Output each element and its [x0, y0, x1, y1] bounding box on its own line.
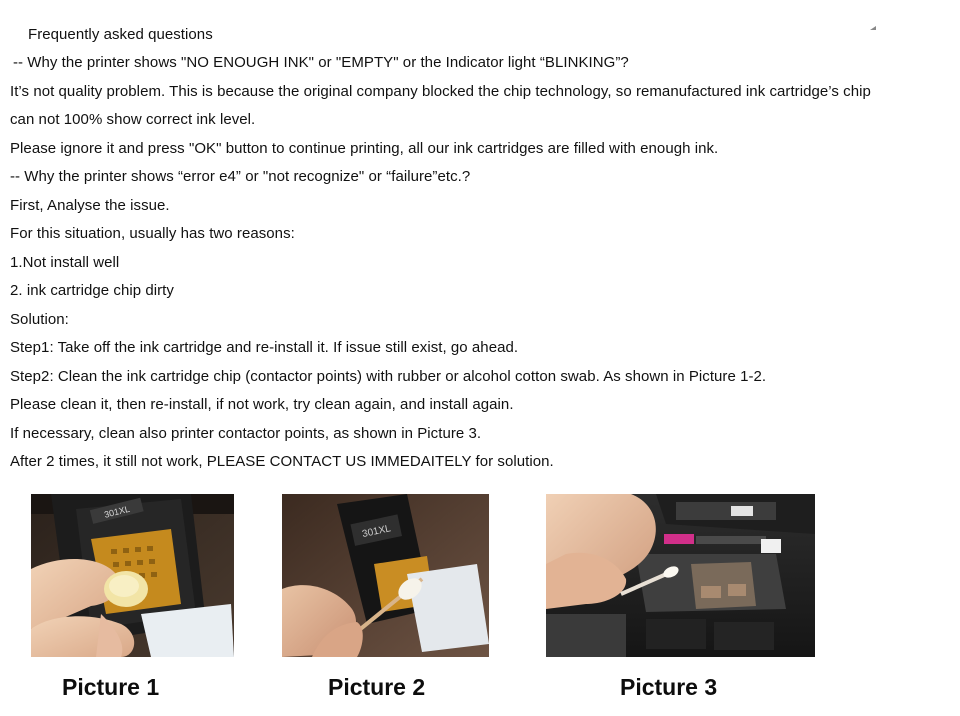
question-2: -- Why the printer shows “error e4” or "not recognize" or “failure”etc.? [10, 168, 471, 185]
contact-line: After 2 times, it still not work, PLEASE CONTACT US IMMEDAITELY for solution. [10, 453, 554, 470]
step-2: Step2: Clean the ink cartridge chip (contactor points) with rubber or alcohol cotton swab. As shown in Picture 1-2. [10, 368, 767, 385]
picture-3-photo [546, 494, 815, 657]
solution-heading: Solution: [10, 311, 69, 328]
picture-1-caption: Picture 1 [62, 674, 160, 700]
picture-2-caption: Picture 2 [328, 674, 426, 700]
corner-mark-icon [870, 26, 876, 30]
reason-1: 1.Not install well [10, 254, 120, 271]
answer-1-line-3: Please ignore it and press "OK" button to continue printing, all our ink cartridges are filled with enough ink. [10, 140, 719, 157]
clean-again-line: Please clean it, then re-install, if not work, try clean again, and install again. [10, 396, 514, 413]
picture-2-photo [282, 494, 489, 657]
step-1: Step1: Take off the ink cartridge and re-install it. If issue still exist, go ahead. [10, 339, 519, 356]
picture-1-cartridge-label: 301XL [103, 503, 131, 520]
reasons-intro: For this situation, usually has two reasons: [10, 225, 295, 242]
faq-heading: Frequently asked questions [28, 26, 213, 43]
picture-1-photo [31, 494, 234, 657]
reason-2: 2. ink cartridge chip dirty [10, 282, 174, 299]
answer-1-line-1: It’s not quality problem. This is because the original company blocked the chip technology, so remanufactured ink cartridge’s chip [10, 83, 871, 100]
picture-2-cartridge-label: 301XL [361, 523, 392, 541]
printer-points-line: If necessary, clean also printer contactor points, as shown in Picture 3. [10, 425, 482, 442]
analyse-line: First, Analyse the issue. [10, 197, 170, 214]
answer-1-line-2: can not 100% show correct ink level. [10, 111, 256, 128]
question-1: -- Why the printer shows "NO ENOUGH INK" or "EMPTY" or the Indicator light “BLINKING”? [13, 54, 629, 71]
picture-3-caption: Picture 3 [620, 674, 718, 700]
